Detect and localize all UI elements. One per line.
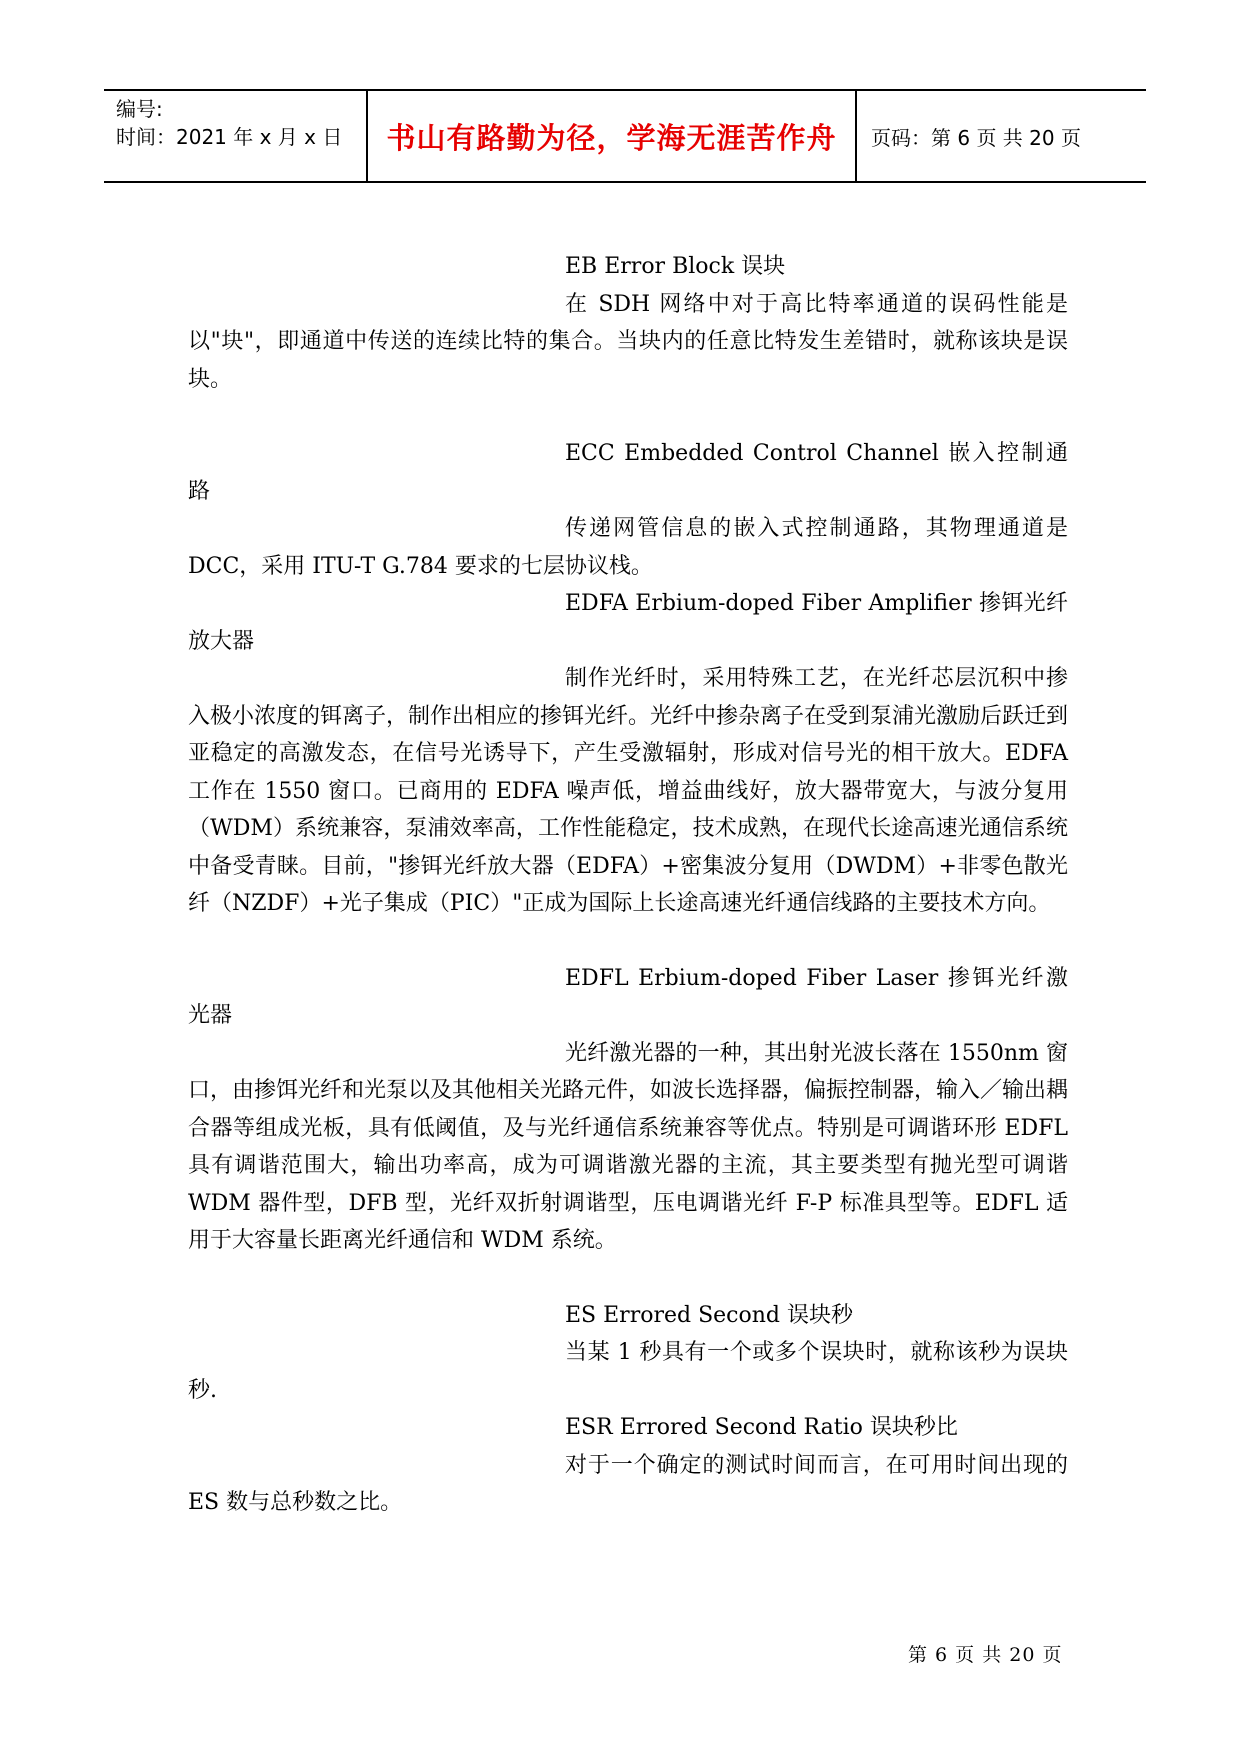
header-page-cell xyxy=(857,91,1146,181)
glossary-content xyxy=(188,248,1068,1522)
entry-description: 在 SDH 网络中对于高比特率通道的误码性能是以"块"，即通道中传送的连续比特的集合。当块内的任意比特发生差错时，就称该块是误块。 xyxy=(188,291,1068,392)
page-footer: 第 6 页 共 20 页 xyxy=(908,1644,1063,1666)
entry-term: EDFA Erbium-doped Fiber Amplifier 掺铒光纤放大器 xyxy=(188,591,1068,654)
number-label: 编号: xyxy=(116,97,163,121)
entry-term: ES Errored Second 误块秒 xyxy=(565,1302,853,1328)
spacer xyxy=(188,1260,1068,1297)
entry-description: 对于一个确定的测试时间而言，在可用时间出现的 ES 数与总秒数之比。 xyxy=(188,1452,1068,1515)
entry-description: 光纤激光器的一种，其出射光波长落在 1550nm 窗口，由掺饵光纤和光泵以及其他相关光路元件，如波长选择器，偏振控制器，输入／输出耦合器等组成光板，具有低阈值，及与光纤通信系统兼容等优点。特别是可调谐环形 EDFL 具有调谐范围大，输出功率高，成为可调谐激光器的主流，其主要类型有抛光型可调谐 WDM 器件型，DFB 型，光纤双折射调谐型，压电调谐光纤 F-P 标准具型等。EDFL 适用于大容量长距离光纤通信和 WDM 系统。 xyxy=(188,1040,1069,1253)
entry-description: 制作光纤时，采用特殊工艺，在光纤芯层沉积中掺入极小浓度的铒离子，制作出相应的掺铒光纤。光纤中掺杂离子在受到泵浦光激励后跃迁到亚稳定的高激发态，在信号光诱导下，产生受激辐射，形成对信号光的相干放大。EDFA 工作在 1550 窗口。已商用的 EDFA 噪声低，增益曲线好，放大器带宽大，与波分复用（WDM）系统兼容，泵浦效率高，工作性能稳定，技术成熟，在现代长途高速光通信系统中备受青睐。目前，"掺铒光纤放大器（EDFA）+密集波分复用（DWDM）+非零色散光纤（NZDF）+光子集成（PIC）"正成为国际上长途高速光纤通信线路的主要技术方向。 xyxy=(188,666,1069,916)
entry-term: EDFL Erbium-doped Fiber Laser 掺铒光纤激光器 xyxy=(188,965,1068,1028)
page-number-label: 页码：第 6 页 共 20 页 xyxy=(871,125,1081,150)
header-info-cell xyxy=(104,91,368,181)
entry-description: 传递网管信息的嵌入式控制通路，其物理通道是 DCC，采用 ITU-T G.784 要求的七层协议栈。 xyxy=(188,516,1068,579)
page-header xyxy=(104,89,1146,183)
time-label: 时间：2021 年 x 月 x 日 xyxy=(116,125,343,149)
header-motto-cell xyxy=(368,91,857,181)
motto: 书山有路勤为径，学海无涯苦作舟 xyxy=(386,120,837,155)
entry-term: EB Error Block 误块 xyxy=(565,254,786,279)
spacer xyxy=(188,923,1068,960)
spacer xyxy=(188,398,1068,435)
entry-term: ESR Errored Second Ratio 误块秒比 xyxy=(565,1415,958,1440)
entry-description: 当某 1 秒具有一个或多个误块时，就称该秒为误块秒. xyxy=(188,1340,1068,1403)
entry-term: ECC Embedded Control Channel 嵌入控制通路 xyxy=(188,441,1068,504)
